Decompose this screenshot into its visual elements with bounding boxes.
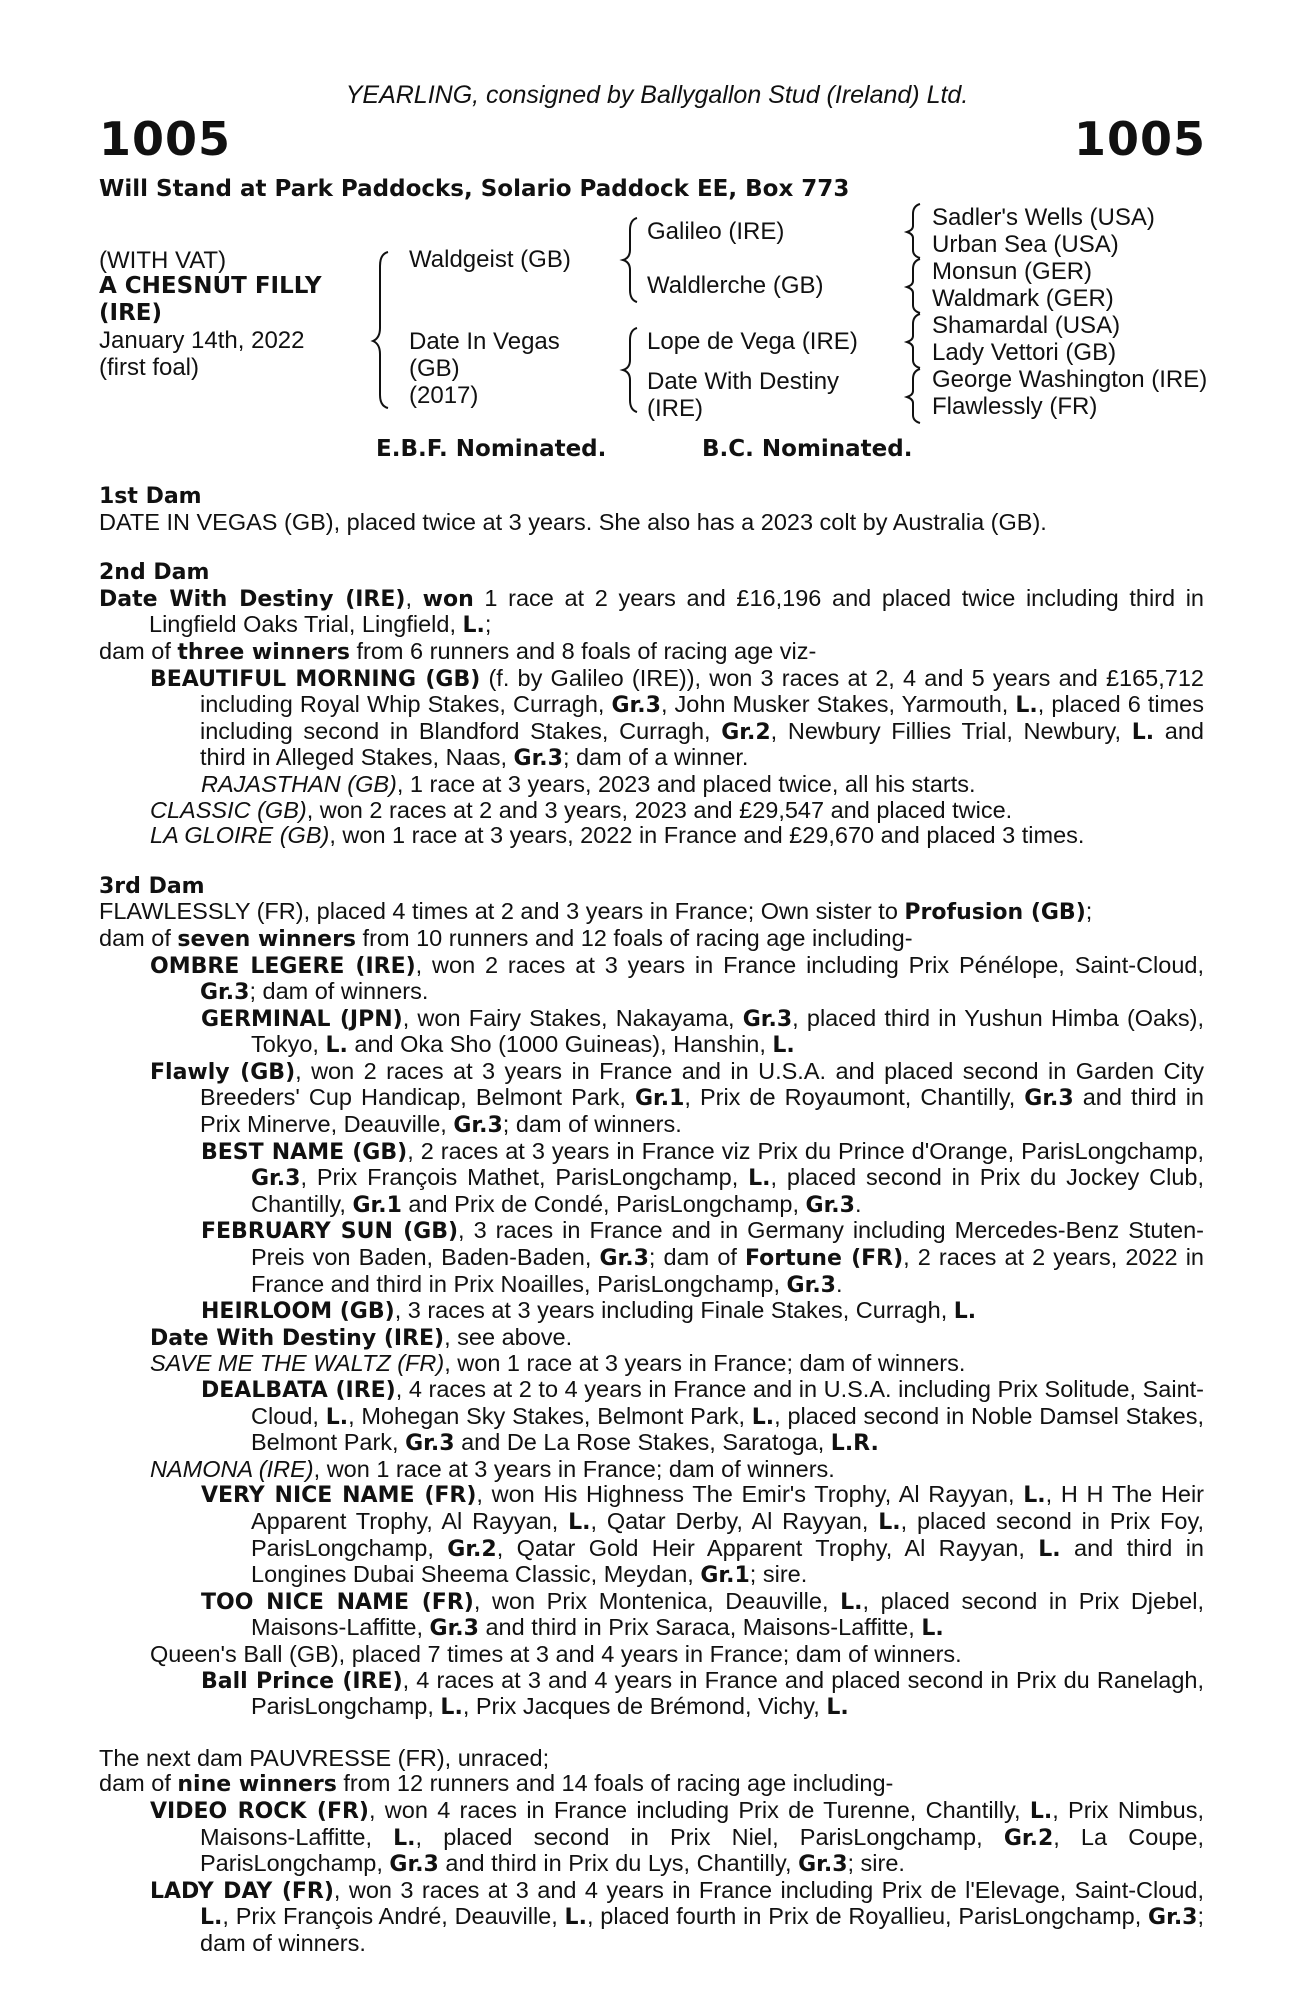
- bold-run: Gr.3: [453, 1113, 503, 1139]
- text-run: , won 2 races at 3 years in France and in U.S.A. and placed second in Garden City Breeders' Cup Handicap, Belmont Park,: [200, 1057, 1204, 1111]
- pedigree-entry: [99, 1457, 1204, 1483]
- text-run: 1 race at 2 years and £16,196 and placed twice including third in Lingfield Oaks Trial, Lingfield,: [149, 584, 1204, 638]
- grand-ancestor-7: George Washington (IRE): [932, 366, 1208, 393]
- bold-run: L.R.: [830, 1431, 879, 1457]
- bold-run: Gr.1: [352, 1192, 402, 1218]
- text-run: , won Prix Montenica, Deauville,: [473, 1587, 841, 1614]
- bold-run: Gr.3: [786, 1272, 836, 1298]
- bold-run: Gr.3: [513, 746, 563, 772]
- text-run: , 1 race at 3 years, 2023 and placed twice, all his starts.: [396, 770, 976, 797]
- text-run: dam of: [99, 1770, 178, 1797]
- pedigree-entry: [99, 1325, 1204, 1352]
- pedigree-entry: [99, 823, 1204, 849]
- bold-run: L.: [1038, 1536, 1061, 1562]
- text-run: Queen's Ball (GB), placed 7 times at 3 and 4 years in France; dam of winners.: [150, 1640, 962, 1667]
- bold-run: won: [422, 586, 474, 612]
- bold-run: Gr.1: [634, 1086, 685, 1112]
- text-run: , won 2 races at 2 and 3 years, 2023 and £29,547 and placed twice.: [306, 796, 1013, 823]
- text-run: , placed second in Prix Niel, ParisLongchamp,: [415, 1823, 1004, 1850]
- text-run: , 3 races at 3 years including Finale Stakes, Curragh,: [394, 1297, 954, 1324]
- bold-run: L.: [568, 1509, 591, 1535]
- pedigree-entry: [99, 1218, 1204, 1298]
- bold-run: L.: [325, 1404, 349, 1430]
- text-run: , Prix de Royaumont, Chantilly,: [684, 1084, 1025, 1111]
- bold-run: Fortune (FR): [745, 1246, 904, 1272]
- pedigree-entry: [99, 953, 1204, 1006]
- text-run: and third in Alleged Stakes, Naas,: [200, 717, 1204, 771]
- grand-ancestor-1: Sadler's Wells (USA): [932, 204, 1155, 231]
- text-run: and third in Prix Minerve, Deauville,: [200, 1084, 1204, 1138]
- grand-ancestor-5: Shamardal (USA): [932, 312, 1121, 339]
- bold-run: Ball Prince (IRE): [201, 1668, 403, 1694]
- bold-run: Gr.3: [429, 1616, 479, 1642]
- text-run: , placed fourth in Prix de Royallieu, ParisLongchamp,: [586, 1903, 1149, 1930]
- bold-run: L.: [840, 1589, 863, 1615]
- text-run: from 12 runners and 14 foals of racing age including-: [336, 1770, 894, 1797]
- section-gap: [99, 849, 1204, 874]
- foal-note: (first foal): [99, 354, 200, 381]
- dam-year: (2017): [409, 382, 479, 409]
- grand-ancestor-2: Urban Sea (USA): [932, 231, 1119, 258]
- text-run: , won 1 race at 3 years in France; dam of winners.: [444, 1350, 966, 1377]
- text-run: and third in Prix du Lys, Chantilly,: [438, 1850, 799, 1877]
- foaling-date: January 14th, 2022: [99, 327, 305, 354]
- section-gap: [99, 1721, 1204, 1746]
- bold-run: L.: [393, 1825, 416, 1851]
- bold-run: Gr.3: [405, 1431, 455, 1457]
- bold-run: Gr.3: [1148, 1905, 1198, 1931]
- ebf-nomination: E.B.F. Nominated.: [376, 436, 607, 462]
- text-run: , Qatar Derby, Al Rayyan,: [590, 1507, 879, 1534]
- bold-run: L.: [953, 1299, 977, 1325]
- pedigree-entry: [99, 1798, 1204, 1878]
- text-run: , 4 races at 3 and 4 years in France and placed second in Prix du Ranelagh, ParisLongchamp,: [251, 1666, 1204, 1720]
- bold-run: Flawly (GB): [150, 1059, 296, 1085]
- pedigree-entry: [99, 899, 1204, 926]
- pedigree-entry: [99, 1878, 1204, 1957]
- section-heading: 1st Dam: [99, 484, 202, 509]
- bold-run: Gr.3: [251, 1166, 301, 1192]
- bold-run: L.: [751, 1404, 775, 1430]
- grand-ancestor-3: Monsun (GER): [932, 258, 1093, 285]
- bold-run: L.: [921, 1616, 944, 1642]
- text-run: , won 1 race at 3 years in France; dam of winners.: [313, 1455, 835, 1482]
- bold-run: BEAUTIFUL MORNING (GB): [150, 666, 481, 692]
- bold-run: GERMINAL (JPN): [201, 1006, 403, 1032]
- grand-ancestor-4: Waldmark (GER): [932, 285, 1114, 312]
- bold-run: L.: [748, 1166, 771, 1192]
- consignment-line: YEARLING, consigned by Ballygallon Stud (Ireland) Ltd.: [345, 81, 969, 109]
- bold-run: Gr.3: [389, 1852, 439, 1878]
- pedigree-entry: [99, 1589, 1204, 1642]
- bold-run: Profusion (GB): [904, 900, 1086, 926]
- bold-run: VIDEO ROCK (FR): [150, 1798, 369, 1824]
- text-run: , Prix François André, Deauville,: [222, 1903, 565, 1930]
- pedigree-entry: [99, 798, 1204, 824]
- text-run: , Mohegan Sky Stakes, Belmont Park,: [348, 1402, 752, 1429]
- bold-run: L.: [1131, 719, 1155, 745]
- text-run: ; dam of winners.: [502, 1111, 682, 1138]
- bold-run: TOO NICE NAME (FR): [201, 1589, 474, 1615]
- bold-run: L.: [200, 1905, 223, 1931]
- text-run: , placed 6 times including second in Blandford Stakes, Curragh,: [200, 691, 1204, 744]
- bold-run: L.: [878, 1509, 901, 1535]
- text-run: DATE IN VEGAS (GB), placed twice at 3 years. She also has a 2023 colt by Australia (GB).: [99, 508, 1047, 535]
- text-run: ; dam of: [648, 1244, 745, 1271]
- bold-run: L.: [826, 1695, 849, 1721]
- text-run: , placed second in Prix Djebel, Maisons-Laffitte,: [251, 1587, 1204, 1641]
- text-run: , Prix François Mathet, ParisLongchamp,: [300, 1164, 749, 1191]
- pedigree-entry: [99, 639, 1204, 666]
- text-run: and Oka Sho (1000 Guineas), Hanshin,: [347, 1031, 773, 1058]
- sire: Waldgeist (GB): [409, 246, 571, 273]
- text-run: .: [835, 1270, 843, 1297]
- text-run: ; dam of winners.: [249, 978, 429, 1005]
- pedigree-entry: [99, 1139, 1204, 1219]
- vat-note: (WITH VAT): [99, 247, 227, 274]
- bold-run: three winners: [177, 639, 350, 665]
- text-run: ; dam of winners.: [200, 1903, 1205, 1956]
- bold-run: HEIRLOOM (GB): [201, 1299, 395, 1325]
- text-run: , placed third in Yushun Himba (Oaks), Tokyo,: [251, 1004, 1204, 1058]
- pedigree-entry: [99, 1771, 1204, 1798]
- text-run: , won 3 races at 3 and 4 years in France including Prix de l'Elevage, Saint-Cloud,: [333, 1876, 1204, 1903]
- lot-description: A CHESNUT FILLY: [99, 273, 322, 299]
- text-run: , H H The Heir Apparent Trophy, Al Rayyan,: [251, 1481, 1204, 1534]
- pedigree-entry: [99, 1746, 1204, 1772]
- pedigree-entry: [99, 510, 1204, 536]
- text-run: , won 2 races at 3 years in France including Prix Pénélope, Saint-Cloud,: [415, 951, 1205, 978]
- bold-run: DEALBATA (IRE): [201, 1378, 396, 1403]
- text-run: , see above.: [444, 1323, 573, 1350]
- text-run: , 3 races in France and in Germany including Mercedes-Benz Stuten-Preis von Baden, Baden-Baden,: [251, 1217, 1204, 1271]
- text-run: ;: [484, 611, 492, 638]
- text-run: (f. by Galileo (IRE)), won 3 races at 2, 4 and 5 years and £165,712 including Royal Whip Stakes, Curragh,: [200, 664, 1204, 718]
- stand-location: Will Stand at Park Paddocks, Solario Paddock EE, Box 773: [99, 176, 850, 202]
- text-run: The next dam PAUVRESSE (FR), unraced;: [99, 1744, 550, 1771]
- bold-run: Gr.2: [447, 1536, 497, 1562]
- bold-run: L.: [1029, 1798, 1053, 1824]
- lot-number-right: 1005: [1073, 112, 1206, 166]
- text-run: , Prix Nimbus, Maisons-Laffitte,: [200, 1796, 1205, 1850]
- pedigree-entry: [99, 772, 1204, 798]
- pedigree-entry: [99, 926, 1204, 953]
- text-run: , 2 races at 2 years, 2022 in France and third in Prix Noailles, ParisLongchamp,: [251, 1244, 1204, 1297]
- text-run: from 6 runners and 8 foals of racing age viz-: [349, 637, 817, 664]
- text-run: and Prix de Condé, ParisLongchamp,: [401, 1190, 806, 1217]
- text-run: ; sire.: [847, 1850, 905, 1877]
- bc-nomination: B.C. Nominated.: [702, 436, 913, 462]
- bold-run: Gr.3: [200, 980, 250, 1006]
- bold-run: L.: [325, 1033, 348, 1059]
- bold-run: VERY NICE NAME (FR): [201, 1483, 477, 1509]
- dam: Date In Vegas: [409, 328, 560, 355]
- grand-ancestor-6: Lady Vettori (GB): [932, 339, 1117, 366]
- pedigree-entry: [99, 1482, 1204, 1588]
- bold-run: Gr.3: [742, 1006, 793, 1032]
- bold-run: L.: [564, 1905, 587, 1931]
- text-run: and third in Longines Dubai Sheema Classic, Meydan,: [251, 1534, 1204, 1588]
- italic-run: RAJASTHAN (GB): [201, 770, 397, 797]
- pedigree-entry: [99, 1377, 1204, 1457]
- bold-run: OMBRE LEGERE (IRE): [150, 953, 416, 979]
- text-run: , Newbury Fillies Trial, Newbury,: [770, 717, 1132, 744]
- text-run: , Prix Jacques de Brémond, Vichy,: [462, 1693, 827, 1720]
- text-run: , John Musker Stakes, Yarmouth,: [660, 691, 1016, 718]
- text-run: , won Fairy Stakes, Nakayama,: [402, 1004, 743, 1031]
- pedigree-entry: [99, 1006, 1204, 1059]
- text-run: , Qatar Gold Heir Apparent Trophy, Al Rayyan,: [496, 1534, 1039, 1561]
- bold-run: L.: [462, 613, 485, 639]
- text-run: , won 4 races in France including Prix de Turenne, Chantilly,: [368, 1796, 1030, 1823]
- dam-sire: Lope de Vega (IRE): [647, 328, 858, 355]
- text-run: ,: [405, 584, 423, 611]
- bold-run: Date With Destiny (IRE): [150, 1325, 445, 1351]
- text-run: FLAWLESSLY (FR), placed 4 times at 2 and 3 years in France; Own sister to: [99, 898, 905, 925]
- text-run: , placed second in Prix du Jockey Club, Chantilly,: [251, 1164, 1204, 1217]
- bold-run: Date With Destiny (IRE): [99, 586, 406, 612]
- grand-ancestor-8: Flawlessly (FR): [932, 393, 1098, 420]
- bold-run: Gr.3: [805, 1192, 855, 1218]
- text-run: , 4 races at 2 to 4 years in France and in U.S.A. including Prix Solitude, Saint-Cloud,: [251, 1376, 1204, 1429]
- pedigree-entry: [99, 1351, 1204, 1377]
- text-run: and De La Rose Stakes, Saratoga,: [454, 1429, 831, 1456]
- bold-run: BEST NAME (GB): [201, 1139, 408, 1165]
- bold-run: Gr.2: [1003, 1825, 1054, 1851]
- dam-dam-origin: (IRE): [647, 395, 703, 422]
- bold-run: Gr.3: [611, 693, 661, 719]
- italic-run: CLASSIC (GB): [150, 796, 307, 823]
- text-run: dam of: [99, 637, 178, 664]
- pedigree-entry: [99, 586, 1204, 639]
- sire-sire: Galileo (IRE): [647, 218, 785, 245]
- bold-run: LADY DAY (FR): [150, 1878, 334, 1904]
- bold-run: L.: [1023, 1483, 1046, 1509]
- text-run: , 2 races at 3 years in France viz Prix du Prince d'Orange, ParisLongchamp,: [407, 1137, 1204, 1164]
- text-run: ; sire.: [749, 1561, 808, 1588]
- italic-run: LA GLOIRE (GB): [150, 822, 330, 849]
- pedigree-entry: [99, 1668, 1204, 1721]
- text-run: .: [854, 1190, 862, 1217]
- italic-run: SAVE ME THE WALTZ (FR): [150, 1350, 445, 1377]
- text-run: ;: [1085, 898, 1093, 925]
- sire-dam: Waldlerche (GB): [647, 272, 824, 299]
- section-gap: [99, 535, 1204, 560]
- pedigree-entry: [99, 1298, 1204, 1325]
- lot-origin: (IRE): [99, 300, 163, 326]
- bold-run: Gr.3: [798, 1852, 848, 1878]
- bold-run: L.: [772, 1033, 795, 1059]
- produce-record: [99, 484, 1204, 1956]
- text-run: , won 1 race at 3 years, 2022 in France and £29,670 and placed 3 times.: [329, 822, 1085, 849]
- italic-run: NAMONA (IRE): [150, 1455, 314, 1482]
- pedigree-entry: [99, 1059, 1204, 1139]
- bold-run: FEBRUARY SUN (GB): [201, 1219, 459, 1245]
- text-run: , won His Highness The Emir's Trophy, Al Rayyan,: [476, 1481, 1024, 1508]
- text-run: from 10 runners and 12 foals of racing age including-: [356, 924, 913, 951]
- dam-origin: (GB): [409, 355, 460, 382]
- text-run: ; dam of a winner.: [562, 744, 749, 771]
- bold-run: Gr.2: [721, 719, 771, 745]
- dam-dam: Date With Destiny: [647, 368, 840, 395]
- bold-run: seven winners: [177, 926, 357, 952]
- bold-run: nine winners: [177, 1772, 337, 1798]
- pedigree-entry: [99, 666, 1204, 772]
- section-heading: 2nd Dam: [99, 560, 210, 586]
- bold-run: Gr.1: [700, 1563, 750, 1589]
- bold-run: L.: [440, 1695, 463, 1721]
- text-run: , placed second in Prix Foy, ParisLongchamp,: [251, 1507, 1204, 1561]
- lot-number-left: 1005: [99, 112, 232, 166]
- text-run: , placed second in Noble Damsel Stakes, Belmont Park,: [251, 1402, 1204, 1456]
- pedigree-entry: [99, 1642, 1204, 1668]
- text-run: dam of: [99, 924, 178, 951]
- text-run: , La Coupe, ParisLongchamp,: [200, 1823, 1204, 1877]
- text-run: and third in Prix Saraca, Maisons-Laffitte,: [478, 1614, 922, 1641]
- bold-run: Gr.3: [1024, 1086, 1074, 1112]
- bold-run: L.: [1015, 693, 1038, 719]
- bold-run: Gr.3: [599, 1246, 649, 1272]
- section-heading: 3rd Dam: [99, 873, 205, 899]
